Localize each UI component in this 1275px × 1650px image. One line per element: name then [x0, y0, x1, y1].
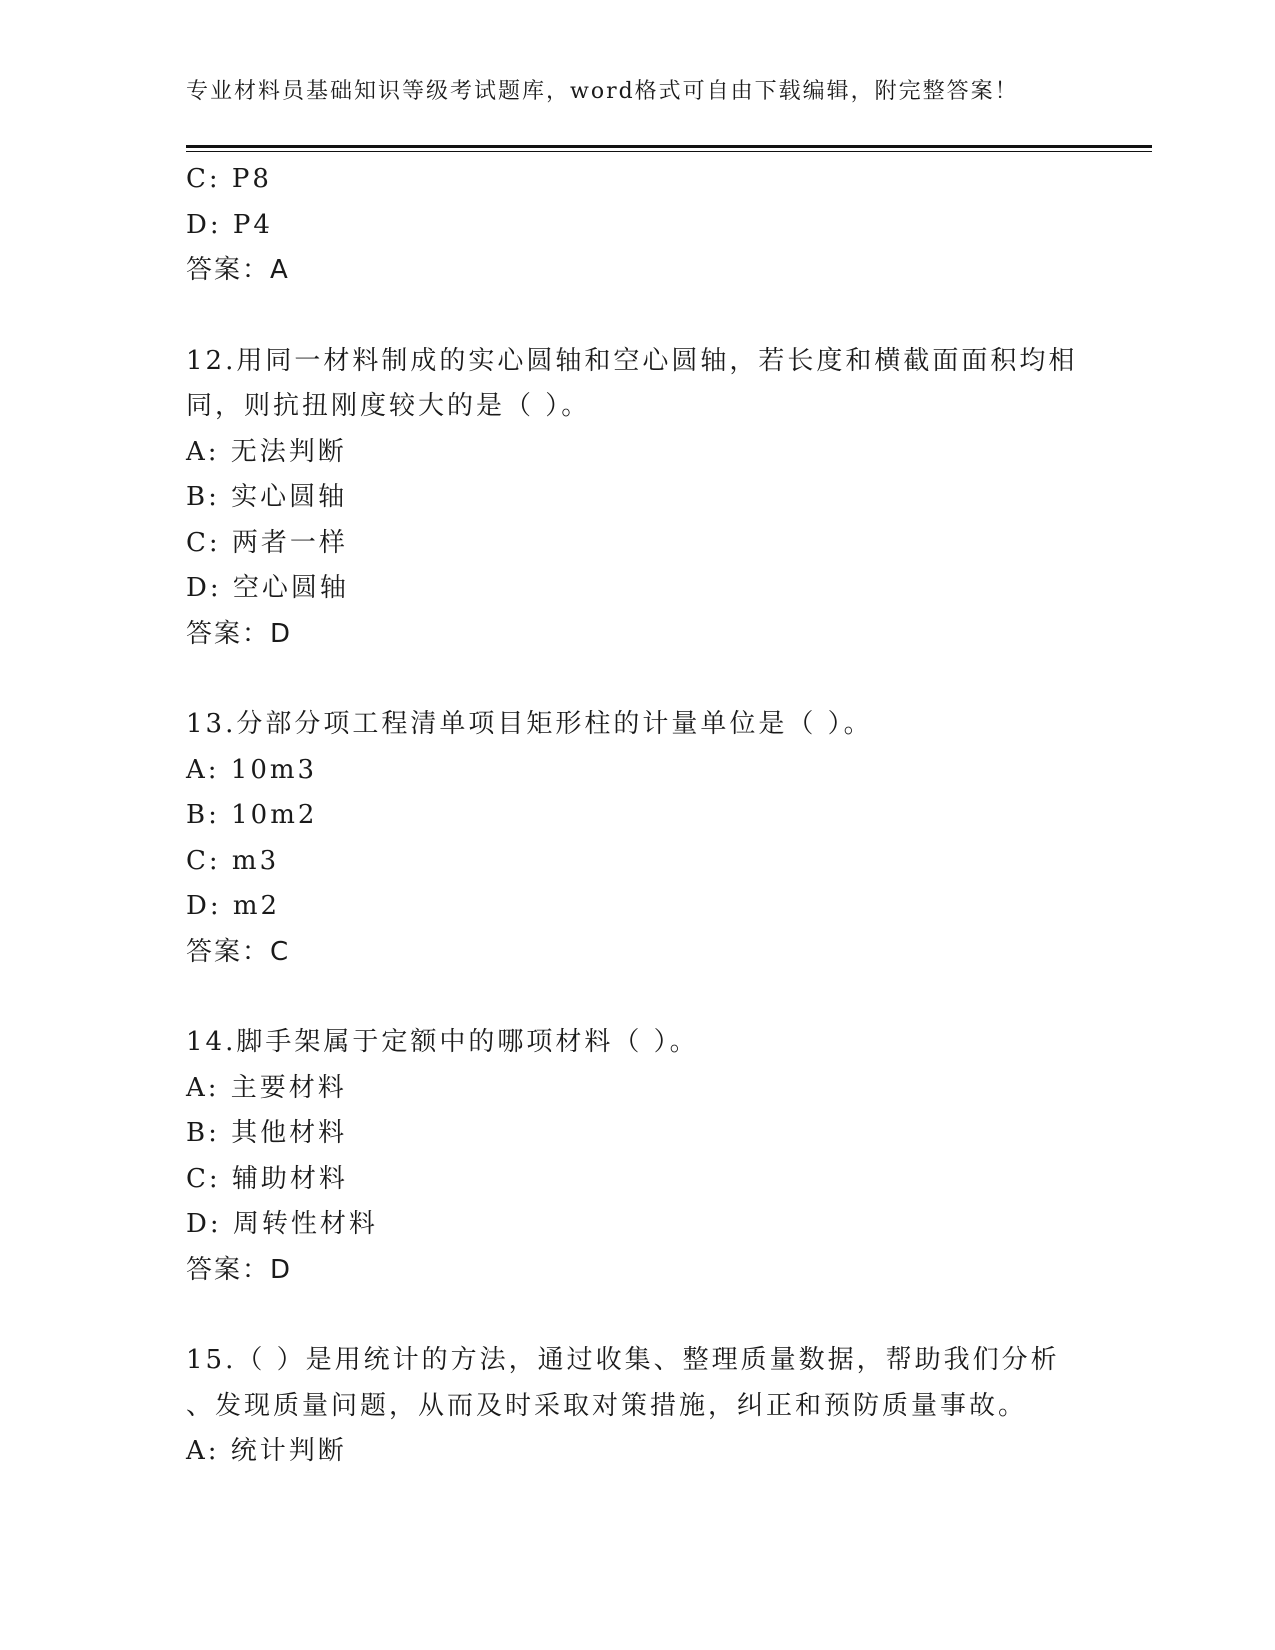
question-text: 、发现质量问题，从而及时采取对策措施，纠正和预防质量事故。	[186, 1390, 1028, 1421]
option-b: B: 实心圆轴	[186, 482, 348, 512]
question-text: 13.分部分项工程清单项目矩形柱的计量单位是（ ）。	[186, 709, 873, 739]
previous-question-tail	[186, 157, 1086, 294]
option-d: D: 空心圆轴	[186, 573, 349, 603]
document-body	[186, 157, 1086, 1475]
question-text: 同，则抗扭刚度较大的是（ ）。	[186, 391, 591, 421]
question-13	[186, 702, 1086, 975]
option-a: A: 10m3	[186, 754, 318, 785]
header-rule-thick	[186, 145, 1152, 148]
option-b: B: 其他材料	[186, 1118, 348, 1148]
option-d: D: m2	[186, 891, 281, 921]
answer: 答案：D	[186, 1254, 293, 1285]
option-c: C: m3	[186, 845, 280, 876]
page-header: 专业材料员基础知识等级考试题库，word格式可自由下载编辑，附完整答案！	[186, 79, 1019, 104]
question-15	[186, 1338, 1086, 1475]
question-text: 14.脚手架属于定额中的哪项材料（ ）。	[186, 1027, 699, 1057]
header-rule-thin	[186, 151, 1152, 152]
option-a: A: 统计判断	[186, 1436, 347, 1466]
option-a: A: 无法判断	[186, 436, 347, 467]
question-text: 12.用同一材料制成的实心圆轴和空心圆轴，若长度和横截面面积均相	[186, 345, 1078, 376]
answer: 答案：D	[186, 618, 293, 649]
option-c: C: 辅助材料	[186, 1163, 348, 1194]
question-text: 15.（ ）是用统计的方法，通过收集、整理质量数据，帮助我们分析	[186, 1345, 1060, 1375]
question-12	[186, 339, 1086, 658]
answer: 答案：A	[186, 255, 290, 285]
option-d: D: 周转性材料	[186, 1209, 378, 1239]
option-c: C: P8	[186, 164, 272, 194]
option-c: C: 两者一样	[186, 527, 348, 558]
option-d: D: P4	[186, 209, 273, 240]
option-b: B: 10m2	[186, 800, 318, 830]
option-a: A: 主要材料	[186, 1072, 347, 1103]
question-14	[186, 1020, 1086, 1293]
answer: 答案：C	[186, 936, 291, 967]
